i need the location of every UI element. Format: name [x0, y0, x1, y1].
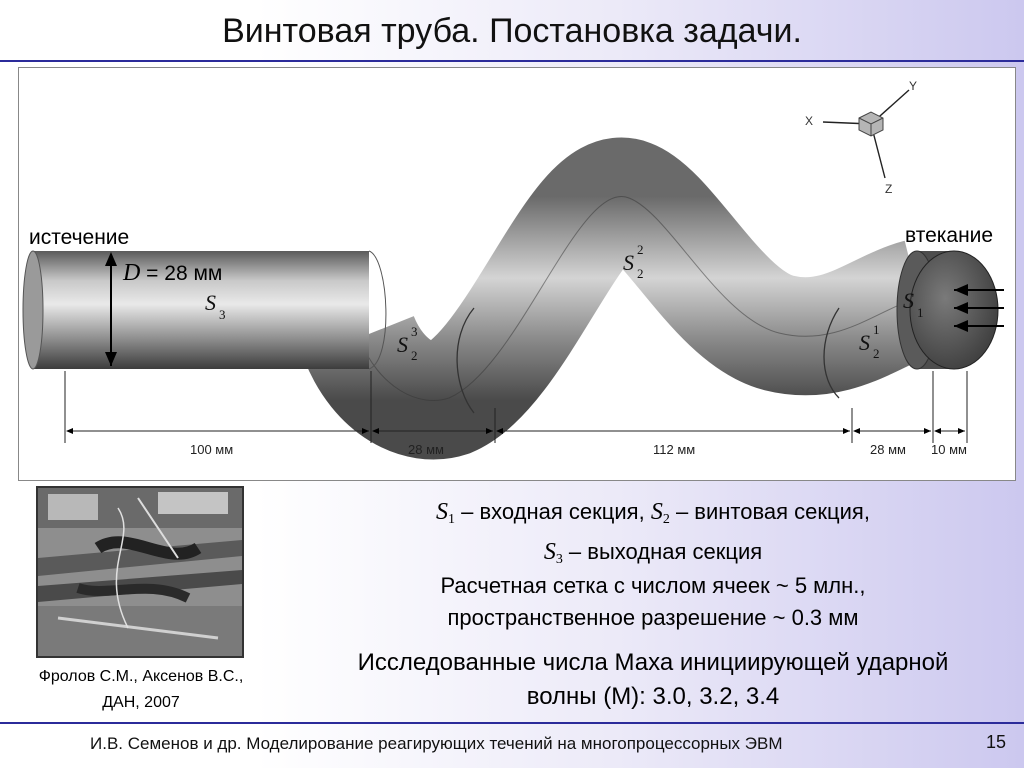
- pipe-diagram: [18, 67, 1016, 481]
- title-divider: [0, 60, 1024, 62]
- experiment-photo-image: [38, 488, 242, 656]
- mesh-line-2: пространственное разрешение ~ 0.3 мм: [447, 605, 859, 630]
- inflow-label: втекание: [905, 224, 994, 247]
- dim-label-10: 10 мм: [931, 442, 967, 457]
- svg-text:S: S: [205, 290, 216, 315]
- svg-text:S: S: [859, 330, 870, 355]
- svg-text:3: 3: [219, 307, 226, 322]
- photo-caption: [0, 664, 282, 716]
- svg-text:2: 2: [411, 348, 418, 363]
- diameter-variable: D: [123, 260, 141, 286]
- mach-line-1: Исследованные числа Маха инициирующей ударной: [357, 649, 949, 676]
- svg-text:S: S: [903, 288, 914, 313]
- sections-description: [282, 496, 1024, 576]
- mach-description: [282, 646, 1024, 714]
- outflow-label: истечение: [29, 226, 130, 249]
- axis-triad: [805, 79, 917, 196]
- page-number: 15: [985, 732, 1006, 752]
- slide-footer: И.В. Семенов и др. Моделирование реагирующих течений на многопроцессорных ЭВМ: [90, 734, 783, 753]
- diameter-value: = 28 мм: [140, 262, 223, 285]
- sections-line-1: $S_1$ – входная секция, $S_2$ – винтовая секция,: [436, 499, 870, 527]
- svg-text:3: 3: [411, 324, 418, 339]
- axis-x-label: X: [805, 114, 814, 128]
- diameter-label: [123, 260, 222, 287]
- photo-caption-authors: Фролов С.М., Аксенов В.С.,: [38, 668, 244, 685]
- svg-text:2: 2: [873, 346, 880, 361]
- dim-label-28a: 28 мм: [408, 442, 444, 457]
- sections-line-2: $S_3$ – выходная секция: [543, 539, 763, 567]
- mesh-description: [282, 570, 1024, 634]
- footer-divider: [0, 722, 1024, 724]
- svg-text:1: 1: [917, 305, 924, 320]
- svg-text:S: S: [397, 332, 408, 357]
- photo-caption-source: ДАН, 2007: [102, 694, 180, 711]
- dim-label-28b: 28 мм: [870, 442, 906, 457]
- svg-text:S: S: [623, 250, 634, 275]
- axis-y-label: Y: [909, 79, 918, 93]
- slide-title: Винтовая труба. Постановка задачи.: [222, 12, 802, 50]
- mach-line-2: волны (М): 3.0, 3.2, 3.4: [526, 683, 780, 710]
- dim-label-100: 100 мм: [190, 442, 234, 457]
- dim-label-112: 112 мм: [653, 442, 696, 457]
- svg-text:1: 1: [873, 322, 880, 337]
- svg-text:2: 2: [637, 266, 644, 281]
- axis-z-label: Z: [885, 182, 893, 196]
- helical-section: [359, 197, 919, 401]
- mesh-line-1: Расчетная сетка с числом ячеек ~ 5 млн.,: [440, 573, 866, 598]
- experiment-photo: [36, 486, 244, 658]
- svg-text:2: 2: [637, 242, 644, 257]
